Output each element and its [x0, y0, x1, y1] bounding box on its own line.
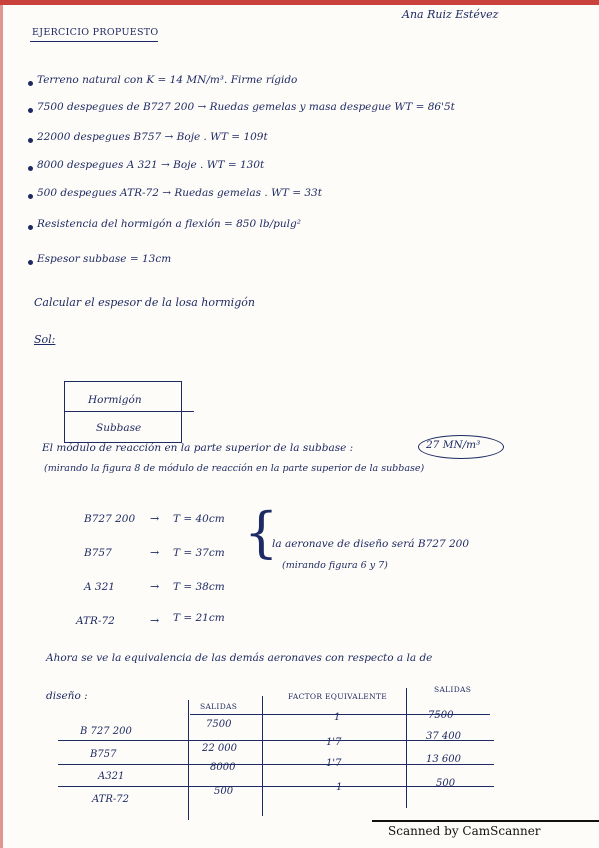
table-cell-salidas: 8000 [210, 762, 236, 773]
left-edge-line [0, 0, 3, 848]
thickness-value: T = 40cm [173, 513, 225, 525]
aircraft-label: B727 200 [84, 513, 136, 525]
data-item: Terreno natural con K = 14 MN/m³. Firme rígido [37, 74, 298, 86]
design-aircraft-note: (mirando figura 6 y 7) [282, 560, 388, 571]
exercise-title: EJERCICIO PROPUESTO [32, 27, 159, 38]
table-cell-salidas: 22 000 [202, 743, 237, 754]
arrow-icon: → [150, 614, 160, 627]
aircraft-label: A 321 [84, 581, 115, 593]
data-item: 500 despegues ATR-72 → Ruedas gemelas . WT = 33t [37, 187, 322, 199]
data-item: Espesor subbase = 13cm [37, 253, 172, 265]
table-row-line [58, 786, 494, 787]
design-aircraft-text: la aeronave de diseño será B727 200 [272, 538, 470, 550]
thickness-value: T = 37cm [173, 547, 225, 559]
table-header-salidas: SALIDAS [200, 702, 238, 711]
table-cell-salidas-eq: 7500 [428, 710, 454, 721]
bullet-dot [28, 108, 33, 113]
table-cell-factor: 1 [336, 782, 343, 793]
table-col-line [188, 700, 189, 820]
modulus-text: El módulo de reacción en la parte superior de la subbase : [42, 442, 354, 454]
layers-divider [64, 411, 194, 412]
table-cell-salidas: 7500 [206, 719, 232, 730]
data-item: Resistencia del hormigón a flexión = 850 lb/pulg² [37, 218, 301, 230]
author-name: Ana Ruiz Estévez [402, 8, 499, 21]
layer-concrete-label: Hormigón [88, 394, 142, 406]
thickness-value: T = 38cm [173, 581, 225, 593]
bullet-dot [28, 260, 33, 265]
table-cell-factor: 1'7 [326, 737, 342, 748]
modulus-note: (mirando la figura 8 de módulo de reacción en la parte superior de la subbase) [44, 463, 425, 474]
bullet-dot [28, 194, 33, 199]
bullet-dot [28, 81, 33, 86]
bullet-dot [28, 166, 33, 171]
table-cell-salidas-eq: 500 [436, 778, 456, 789]
table-cell-aircraft: B757 [90, 749, 117, 760]
arrow-icon: → [150, 512, 160, 525]
brace-symbol: { [244, 501, 279, 564]
question-text: Calcular el espesor de la losa hormigón [34, 296, 255, 309]
table-cell-factor: 1 [334, 712, 341, 723]
equivalence-text: Ahora se ve la equivalencia de las demás aeronaves con respecto a la de [46, 652, 433, 664]
table-cell-salidas: 500 [214, 786, 234, 797]
scanner-bar [372, 820, 599, 822]
table-cell-salidas-eq: 13 600 [426, 754, 461, 765]
table-cell-salidas-eq: 37 400 [426, 731, 461, 742]
table-cell-factor: 1'7 [326, 758, 342, 769]
table-cell-aircraft: B 727 200 [80, 726, 132, 737]
thickness-value: T = 21cm [173, 612, 225, 624]
aircraft-label: B757 [84, 547, 112, 559]
data-item: 8000 despegues A 321 → Boje . WT = 130t [37, 159, 265, 171]
bullet-dot [28, 225, 33, 230]
arrow-icon: → [150, 580, 160, 593]
title-underline [30, 41, 158, 42]
equivalence-text-cont: diseño : [46, 690, 88, 702]
table-header-factor: FACTOR EQUIVALENTE [288, 692, 388, 701]
data-item: 7500 despegues de B727 200 → Ruedas gemelas y masa despegue WT = 86'5t [37, 101, 455, 113]
bullet-dot [28, 138, 33, 143]
layer-subbase-label: Subbase [96, 422, 142, 434]
data-item: 22000 despegues B757 → Boje . WT = 109t [37, 131, 268, 143]
top-margin-line [0, 0, 599, 5]
aircraft-label: ATR-72 [76, 615, 115, 627]
table-cell-aircraft: A321 [98, 771, 125, 782]
table-cell-aircraft: ATR-72 [92, 794, 129, 805]
modulus-value: 27 MN/m³ [426, 439, 481, 451]
scanner-footer: Scanned by CamScanner [388, 824, 541, 838]
arrow-icon: → [150, 546, 160, 559]
solution-label: Sol: [34, 333, 56, 346]
table-col-line [406, 688, 407, 808]
table-header-salidas-eq: SALIDAS [434, 685, 472, 694]
